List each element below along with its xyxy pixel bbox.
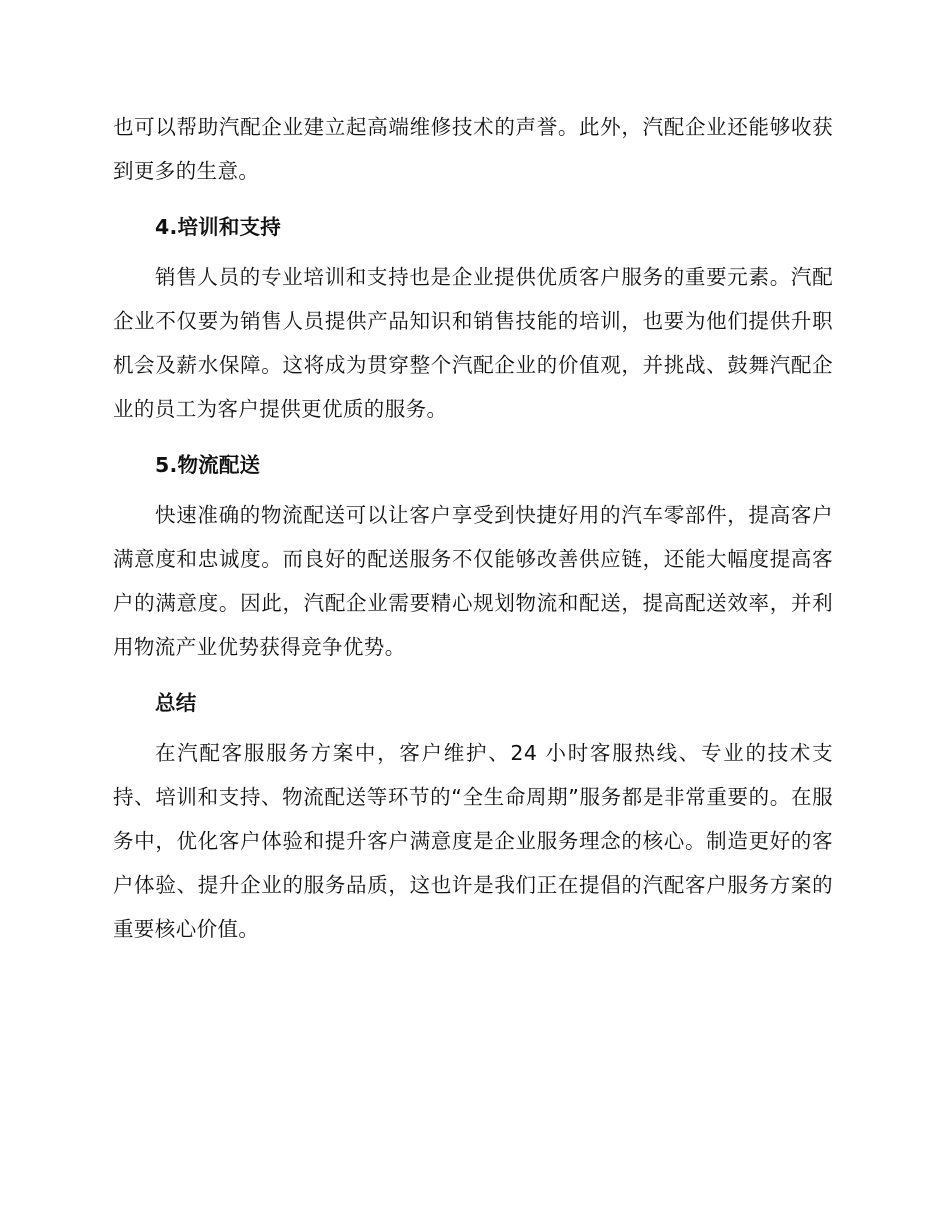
section-heading-summary: 总结 xyxy=(155,691,197,715)
section-heading-training: 4.培训和支持 xyxy=(155,215,281,239)
section-body-logistics: 快速准确的物流配送可以让客户享受到快捷好用的汽车零部件，提高客户满意度和忠诚度。而良好的配送服务不仅能够改善供应链，还能大幅度提高客户的满意度。因此，汽配企业需要精心规划物流和配送，提高配送效率，并利用物流产业优势获得竞争优势。 xyxy=(113,503,833,659)
spacer xyxy=(113,669,833,675)
section-body-summary: 在汽配客服服务方案中，客户维护、24 小时客服热线、专业的技术支持、培训和支持、物流配送等环节的“全生命周期”服务都是非常重要的。在服务中，优化客户体验和提升客户满意度是企业服务理念的核心。制造更好的客户体验、提升企业的服务品质，这也许是我们正在提倡的汽配客户服务方案的重要核心价值。 xyxy=(113,741,833,941)
section-heading-logistics: 5.物流配送 xyxy=(155,453,261,477)
document-content xyxy=(113,105,833,951)
spacer xyxy=(113,431,833,437)
spacer xyxy=(113,193,833,199)
section-body-training: 销售人员的专业培训和支持也是企业提供优质客户服务的重要元素。汽配企业不仅要为销售人员提供产品知识和销售技能的培训，也要为他们提供升职机会及薪水保障。这将成为贯穿整个汽配企业的价值观，并挑战、鼓舞汽配企业的员工为客户提供更优质的服务。 xyxy=(113,265,833,421)
paragraph-continuation: 也可以帮助汽配企业建立起高端维修技术的声誉。此外，汽配企业还能够收获到更多的生意。 xyxy=(113,115,833,183)
